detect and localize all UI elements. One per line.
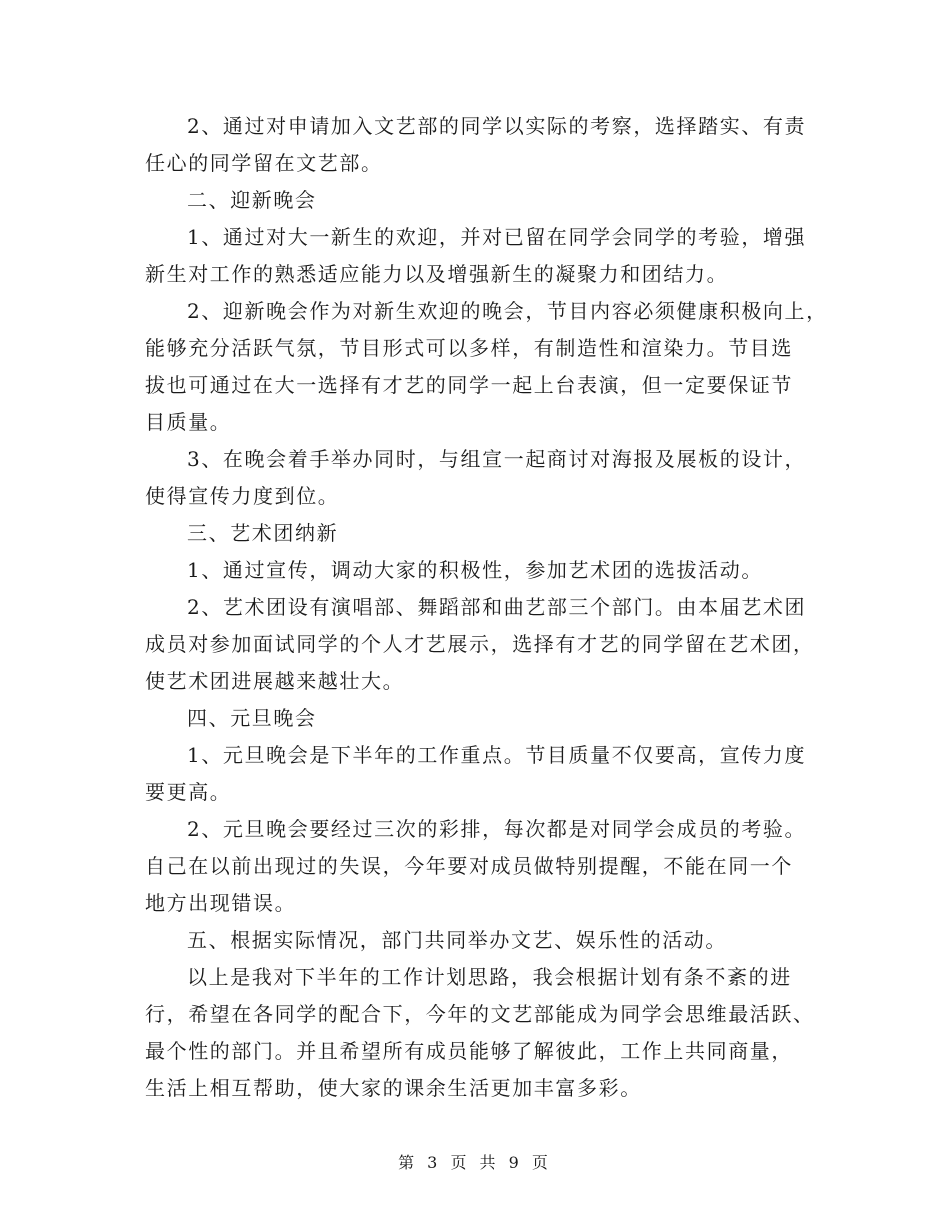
paragraph-line: 地方出现错误。 (145, 891, 297, 915)
paragraph-line: 2、元旦晚会要经过三次的彩排，每次都是对同学会成员的考验。 (187, 817, 807, 841)
paragraph-line: 拔也可通过在大一选择有才艺的同学一起上台表演，但一定要保证节 (145, 373, 793, 397)
paragraph-line: 3、在晚会着手举办同时，与组宣一起商讨对海报及展板的设计， (187, 447, 807, 471)
paragraph-line: 2、通过对申请加入文艺部的同学以实际的考察，选择踏实、有责 (187, 114, 807, 138)
paragraph-line: 目质量。 (145, 410, 232, 434)
paragraph-line: 使艺术团进展越来越壮大。 (145, 669, 405, 693)
paragraph-line: 2、艺术团设有演唱部、舞蹈部和曲艺部三个部门。由本届艺术团 (187, 595, 807, 619)
paragraph-line: 自己在以前出现过的失误，今年要对成员做特别提醒，不能在同一个 (145, 854, 793, 878)
paragraph-line: 生活上相互帮助，使大家的课余生活更加丰富多彩。 (145, 1076, 642, 1100)
paragraph-line: 要更高。 (145, 780, 232, 804)
document-body (145, 108, 828, 1107)
paragraph-line: 使得宣传力度到位。 (145, 484, 340, 508)
paragraph-line: 1、通过宣传，调动大家的积极性，参加艺术团的选拔活动。 (187, 558, 763, 582)
section-heading: 五、根据实际情况，部门共同举办文艺、娱乐性的活动。 (187, 928, 727, 952)
paragraph-line: 1、元旦晚会是下半年的工作重点。节目质量不仅要高，宣传力度 (187, 743, 807, 767)
section-heading: 二、迎新晚会 (187, 188, 317, 212)
paragraph-line: 新生对工作的熟悉适应能力以及增强新生的凝聚力和团结力。 (145, 262, 729, 286)
paragraph-line: 2、迎新晚会作为对新生欢迎的晚会，节目内容必须健康积极向上， (187, 299, 828, 323)
paragraph-line: 成员对参加面试同学的个人才艺展示，选择有才艺的同学留在艺术团， (145, 632, 815, 656)
paragraph-line: 以上是我对下半年的工作计划思路，我会根据计划有条不紊的进 (187, 965, 792, 989)
paragraph-line: 行，希望在各同学的配合下，今年的文艺部能成为同学会思维最活跃、 (145, 1002, 815, 1026)
paragraph-line: 能够充分活跃气氛，节目形式可以多样，有制造性和渲染力。节目选 (145, 336, 793, 360)
paragraph-line: 任心的同学留在文艺部。 (145, 151, 383, 175)
section-heading: 四、元旦晚会 (187, 706, 317, 730)
paragraph-line: 1、通过对大一新生的欢迎，并对已留在同学会同学的考验，增强 (187, 225, 807, 249)
page-number: 第 3 页 共 9 页 (398, 1153, 552, 1172)
section-heading: 三、艺术团纳新 (187, 521, 339, 545)
paragraph-line: 最个性的部门。并且希望所有成员能够了解彼此，工作上共同商量， (145, 1039, 793, 1063)
